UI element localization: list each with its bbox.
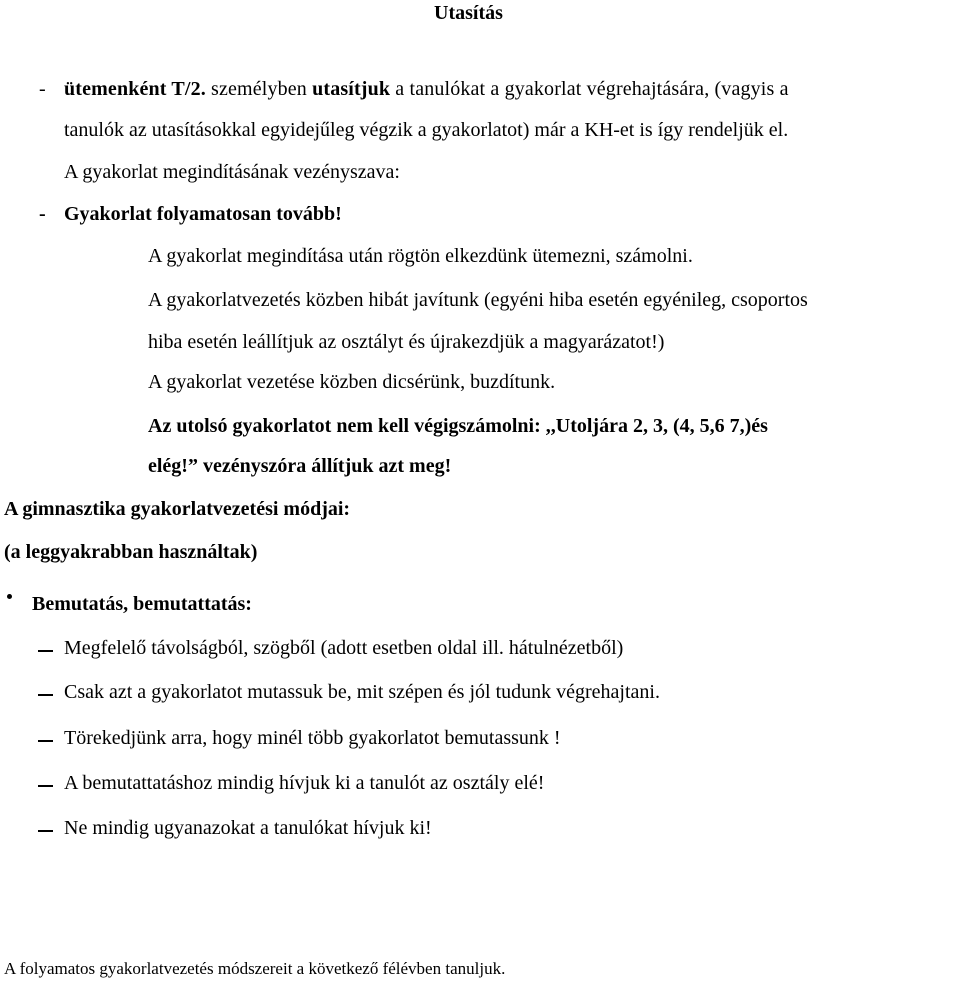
instruction-text-1: személyben [205,78,313,100]
list-item: Ne mindig ugyanazokat a tanulókat hívjuk ki! [64,817,432,839]
instruction-keyword-1: ütemenként T/2. [64,78,206,100]
instruction-line-5: A gyakorlat megindítása után rögtön elkezdünk ütemezni, számolni. [148,245,693,267]
list-item: A bemutattatáshoz mindig hívjuk ki a tanulót az osztály elé! [64,772,545,794]
command-line: - Gyakorlat folyamatosan tovább! [64,203,342,226]
list-dash [38,830,53,832]
instruction-line-10: elég!” vezényszóra állítjuk azt meg! [148,455,452,477]
instruction-line-8: A gyakorlat vezetése közben dicsérünk, buzdítunk. [148,371,556,393]
methods-subheading: (a leggyakrabban használtak) [4,541,258,563]
list-dash [38,694,53,696]
list-item: Csak azt a gyakorlatot mutassuk be, mit szépen és jól tudunk végrehajtani. [64,681,660,703]
instruction-line-7: hiba esetén leállítjuk az osztályt és újrakezdjük a magyarázatot!) [148,331,665,353]
list-dash [38,650,53,652]
bullet-heading: Bemutatás, bemutattatás: [32,593,252,615]
instruction-line-6: A gyakorlatvezetés közben hibát javítunk (egyéni hiba esetén egyénileg, csoportos [148,289,808,311]
list-item: Törekedjünk arra, hogy minél több gyakorlatot bemutassunk ! [64,727,561,749]
list-dash [38,740,53,742]
instruction-line-2: tanulók az utasításokkal egyidejűleg végzik a gyakorlatot) már a KH-et is így rendeljük el. [64,119,789,141]
instruction-keyword-2: utasítjuk [312,78,391,100]
list-item: Megfelelő távolságból, szögből (adott esetben oldal ill. hátulnézetből) [64,637,624,659]
instruction-line-9: Az utolsó gyakorlatot nem kell végigszámolni: ,,Utoljára 2, 3, (4, 5,6 7,)és [148,415,768,437]
page-title: Utasítás [434,2,503,24]
instruction-line-3: A gyakorlat megindításának vezényszava: [64,161,400,183]
methods-heading: A gimnasztika gyakorlatvezetési módjai: [4,498,351,520]
footer-note: A folyamatos gyakorlatvezetés módszereit a következő félévben tanuljuk. [4,959,506,978]
instruction-text-2: a tanulókat a gyakorlat végrehajtására, (vagyis a [390,78,789,100]
instruction-line-1 [64,78,789,101]
list-dash [38,785,53,787]
bullet-dot [7,594,12,599]
